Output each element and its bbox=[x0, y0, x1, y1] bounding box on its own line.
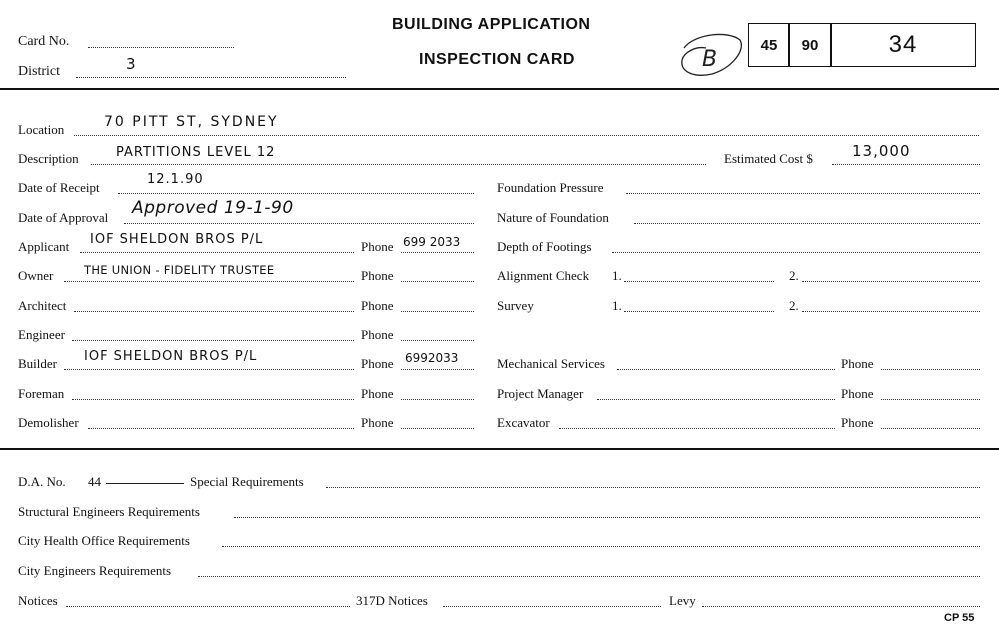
engineer-label: Engineer bbox=[18, 327, 65, 342]
divider-middle bbox=[0, 448, 999, 450]
nature-foundation-label: Nature of Foundation bbox=[497, 210, 609, 225]
levy-field[interactable] bbox=[702, 606, 980, 607]
district-label: District bbox=[18, 64, 60, 79]
da-no-label: D.A. No. bbox=[18, 474, 66, 489]
health-req-label: City Health Office Requirements bbox=[18, 533, 190, 548]
special-req-label: Special Requirements bbox=[190, 474, 304, 489]
demolisher-field[interactable] bbox=[88, 428, 354, 429]
owner-field[interactable] bbox=[64, 281, 354, 282]
da-no-line bbox=[106, 483, 184, 484]
owner-label: Owner bbox=[18, 268, 54, 283]
description-field[interactable] bbox=[91, 164, 706, 165]
stamp-b-circle bbox=[676, 28, 746, 80]
applicant-field[interactable] bbox=[80, 252, 354, 253]
ref-box-3: 34 bbox=[830, 23, 976, 67]
demolisher-phone-field[interactable] bbox=[401, 428, 474, 429]
estimated-cost-field[interactable] bbox=[832, 164, 980, 165]
estimated-cost-value: 13,000 bbox=[852, 142, 911, 160]
survey-label: Survey bbox=[497, 298, 534, 313]
notices-label: Notices bbox=[18, 593, 58, 608]
ref-box-1: 45 bbox=[748, 23, 790, 67]
applicant-value: IOF SHELDON BROS P/L bbox=[90, 232, 264, 247]
foreman-field[interactable] bbox=[72, 399, 354, 400]
architect-label: Architect bbox=[18, 298, 67, 313]
structural-req-label: Structural Engineers Requirements bbox=[18, 504, 200, 519]
alignment-1-label: 1. bbox=[612, 268, 622, 283]
builder-field[interactable] bbox=[64, 369, 354, 370]
notices-317d-label: 317D Notices bbox=[356, 593, 428, 608]
engineers-req-field[interactable] bbox=[198, 576, 980, 577]
district-field[interactable] bbox=[76, 77, 346, 78]
applicant-label: Applicant bbox=[18, 239, 70, 254]
notices-field[interactable] bbox=[66, 606, 350, 607]
survey-2-label: 2. bbox=[789, 298, 799, 313]
project-manager-phone-field[interactable] bbox=[881, 399, 980, 400]
project-manager-label: Project Manager bbox=[497, 386, 584, 401]
notices-317d-field[interactable] bbox=[443, 606, 661, 607]
mechanical-field[interactable] bbox=[617, 369, 835, 370]
survey-1-label: 1. bbox=[612, 298, 622, 313]
date-receipt-label: Date of Receipt bbox=[18, 180, 100, 195]
demolisher-phone-label: Phone bbox=[361, 415, 394, 430]
excavator-phone-label: Phone bbox=[841, 415, 874, 430]
foundation-pressure-label: Foundation Pressure bbox=[497, 180, 604, 195]
owner-phone-field[interactable] bbox=[401, 281, 474, 282]
project-manager-field[interactable] bbox=[597, 399, 835, 400]
description-label: Description bbox=[18, 151, 79, 166]
form-code: CP 55 bbox=[944, 612, 975, 624]
builder-label: Builder bbox=[18, 356, 57, 371]
title-line2: INSPECTION CARD bbox=[419, 51, 575, 68]
architect-phone-label: Phone bbox=[361, 298, 394, 313]
stamp-letter: B bbox=[702, 47, 718, 72]
date-approval-label: Date of Approval bbox=[18, 210, 109, 225]
survey-2-field[interactable] bbox=[802, 311, 980, 312]
engineer-field[interactable] bbox=[72, 340, 354, 341]
health-req-field[interactable] bbox=[222, 546, 980, 547]
mechanical-phone-field[interactable] bbox=[881, 369, 980, 370]
alignment-1-field[interactable] bbox=[624, 281, 774, 282]
location-value: 70 PITT ST, SYDNEY bbox=[104, 114, 279, 130]
date-approval-field[interactable] bbox=[124, 223, 474, 224]
builder-phone-value: 6992033 bbox=[405, 351, 459, 365]
excavator-label: Excavator bbox=[497, 415, 550, 430]
structural-req-field[interactable] bbox=[234, 517, 980, 518]
owner-phone-label: Phone bbox=[361, 268, 394, 283]
depth-footings-label: Depth of Footings bbox=[497, 239, 592, 254]
date-receipt-value: 12.1.90 bbox=[147, 172, 204, 187]
demolisher-label: Demolisher bbox=[18, 415, 79, 430]
alignment-2-field[interactable] bbox=[802, 281, 980, 282]
engineers-req-label: City Engineers Requirements bbox=[18, 563, 172, 578]
date-approval-value: Approved 19-1-90 bbox=[132, 198, 294, 218]
alignment-2-label: 2. bbox=[789, 268, 799, 283]
estimated-cost-label: Estimated Cost $ bbox=[724, 151, 813, 166]
architect-phone-field[interactable] bbox=[401, 311, 474, 312]
date-receipt-field[interactable] bbox=[118, 193, 474, 194]
divider-top bbox=[0, 88, 999, 90]
builder-value: IOF SHELDON BROS P/L bbox=[84, 349, 258, 364]
applicant-phone-label: Phone bbox=[361, 239, 394, 254]
engineer-phone-label: Phone bbox=[361, 327, 394, 342]
card-no-label: Card No. bbox=[18, 34, 70, 49]
depth-footings-field[interactable] bbox=[612, 252, 980, 253]
survey-1-field[interactable] bbox=[624, 311, 774, 312]
applicant-phone-value: 699 2033 bbox=[403, 235, 461, 249]
location-field[interactable] bbox=[74, 135, 979, 136]
engineer-phone-field[interactable] bbox=[401, 340, 474, 341]
excavator-phone-field[interactable] bbox=[881, 428, 980, 429]
mechanical-phone-label: Phone bbox=[841, 356, 874, 371]
nature-foundation-field[interactable] bbox=[634, 223, 980, 224]
district-value: 3 bbox=[126, 55, 137, 73]
special-req-field[interactable] bbox=[326, 487, 980, 488]
mechanical-label: Mechanical Services bbox=[497, 356, 605, 371]
applicant-phone-field[interactable] bbox=[401, 252, 474, 253]
ref-box-2: 90 bbox=[788, 23, 832, 67]
architect-field[interactable] bbox=[74, 311, 354, 312]
da-no-value: 44 bbox=[88, 474, 101, 489]
description-value: PARTITIONS LEVEL 12 bbox=[116, 145, 276, 160]
foreman-phone-label: Phone bbox=[361, 386, 394, 401]
excavator-field[interactable] bbox=[559, 428, 835, 429]
foreman-phone-field[interactable] bbox=[401, 399, 474, 400]
foreman-label: Foreman bbox=[18, 386, 65, 401]
foundation-pressure-field[interactable] bbox=[626, 193, 980, 194]
builder-phone-field[interactable] bbox=[401, 369, 474, 370]
alignment-check-label: Alignment Check bbox=[497, 268, 590, 283]
builder-phone-label: Phone bbox=[361, 356, 394, 371]
owner-value: THE UNION - FIDELITY TRUSTEE bbox=[84, 263, 275, 277]
title-line1: BUILDING APPLICATION bbox=[392, 16, 591, 33]
levy-label: Levy bbox=[669, 593, 696, 608]
project-manager-phone-label: Phone bbox=[841, 386, 874, 401]
card-no-field[interactable] bbox=[88, 47, 234, 48]
location-label: Location bbox=[18, 122, 65, 137]
